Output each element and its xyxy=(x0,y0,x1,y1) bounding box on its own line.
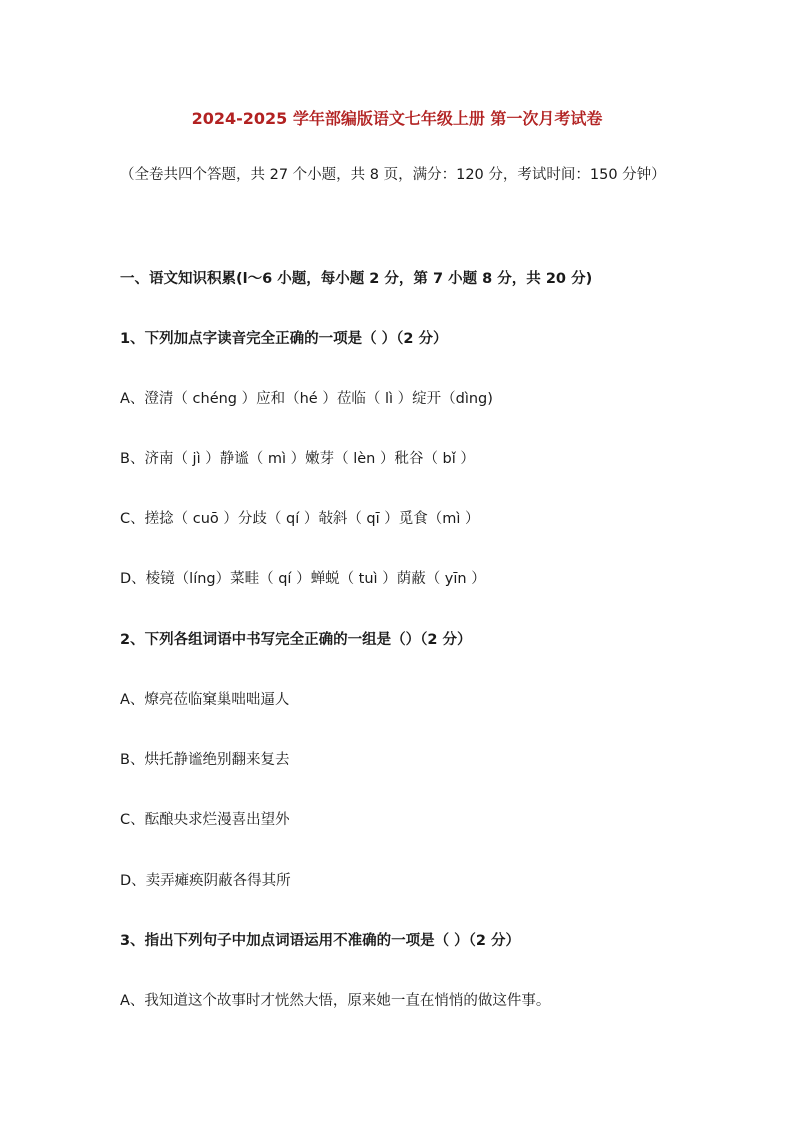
question-2-stem: 2、下列各组词语中书写完全正确的一组是（）（2 分） xyxy=(120,632,472,648)
question-1-option-a: A、澄清（ chéng ）应和（hé ）莅临（ lì ）绽开（dìng) xyxy=(120,391,493,407)
exam-intro: （全卷共四个答题，共 27 个小题，共 8 页，满分：120 分，考试时间：150 分钟） xyxy=(120,167,666,183)
question-1-option-b: B、济南（ jì ）静谧（ mì ）嫩芽（ lèn ）秕谷（ bǐ ） xyxy=(120,451,475,467)
question-1-option-d: D、棱镜（líng）菜畦（ qí ）蝉蜕（ tuì ）荫蔽（ yīn ） xyxy=(120,571,486,587)
question-2-option-b: B、烘托静谧绝别翻来复去 xyxy=(120,752,290,768)
document-title: 2024-2025 学年部编版语文七年级上册 第一次月考试卷 xyxy=(191,109,603,128)
question-1-option-c: C、搓捻（ cuō ）分歧（ qí ）敧斜（ qī ）觅食（mì ） xyxy=(120,511,480,527)
question-1-stem: 1、下列加点字读音完全正确的一项是（ ）（2 分） xyxy=(120,331,448,347)
question-3-option-a: A、我知道这个故事时才恍然大悟，原来她一直在悄悄的做这件事。 xyxy=(120,993,551,1009)
question-2-option-c: C、酝酿央求烂漫喜出望外 xyxy=(120,812,290,828)
question-3-stem: 3、指出下列句子中加点词语运用不准确的一项是（ ）（2 分） xyxy=(120,933,521,949)
question-2-option-d: D、卖弄瘫痪阴蔽各得其所 xyxy=(120,873,291,889)
question-2-option-a: A、燎亮莅临窠巢咄咄逼人 xyxy=(120,692,290,708)
section-heading: 一、语文知识积累(l～6 小题，每小题 2 分，第 7 小题 8 分，共 20 分) xyxy=(120,271,593,287)
